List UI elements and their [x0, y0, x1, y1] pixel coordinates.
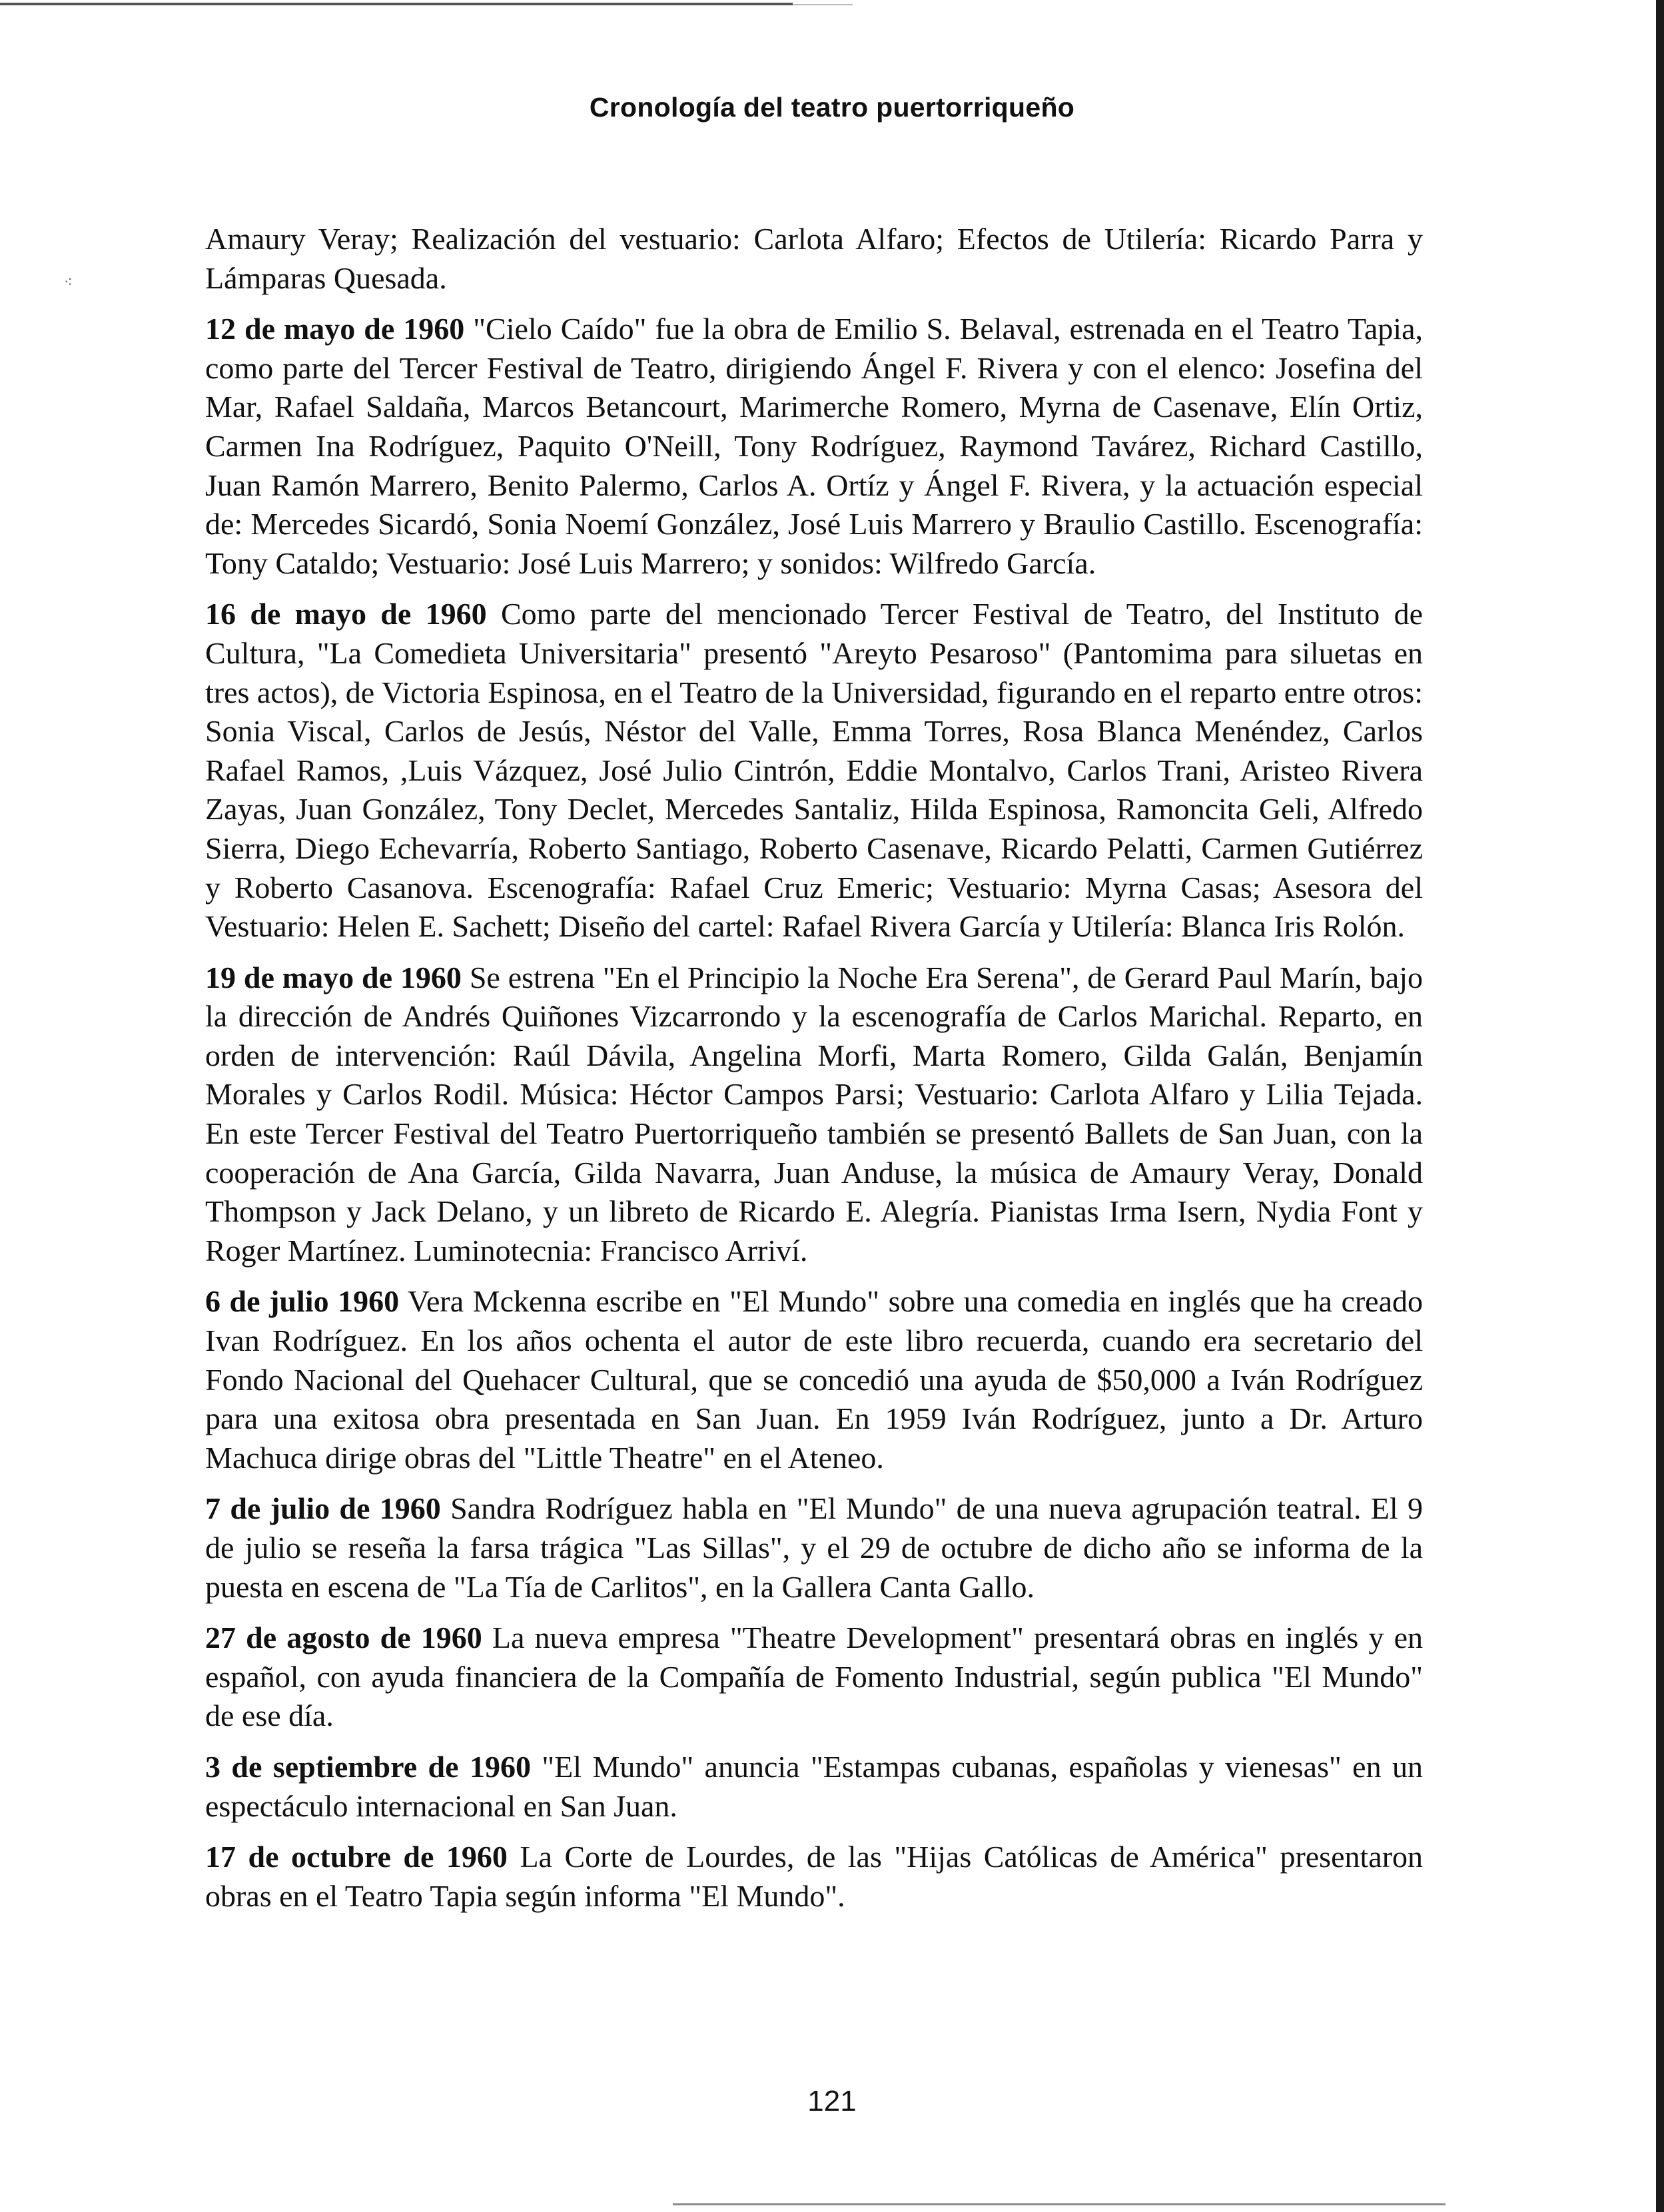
entry-text: "Cielo Caído" fue la obra de Emilio S. Belaval, estrenada en el Teatro Tapia, como parte del Tercer Festival de Teatro, dirigiendo Ángel F. Rivera y con el elenco: Josefina del Mar, Rafael Saldaña, Marcos Betancourt, Marimerche Romero, Myrna de Casenave, Elín Ortiz, Carmen Ina Rodríguez, Paquito O'Neill, Tony Rodríguez, Raymond Tavárez, Richard Castillo, Juan Ramón Marrero, Benito Palermo, Carlos A. Ortíz y Ángel F. Rivera, y la actuación especial de: Mercedes Sicardó, Sonia Noemí González, José Luis Marrero y Braulio Castillo. Escenografía: Tony Cataldo; Vestuario: José Luis Marrero; y sonidos: Wilfredo García. — [205, 312, 1423, 580]
chronology-entry — [205, 595, 1423, 946]
entry-text: La Corte de Lourdes, de las "Hijas Católicas de América" presentaron obras en el Teatro Tapia según informa "El Mundo". — [205, 1840, 1424, 1913]
scan-bottom-rule — [673, 2203, 1446, 2205]
entry-date: 12 de mayo de 1960 — [205, 312, 465, 346]
entry-date: 7 de julio de 1960 — [205, 1491, 441, 1526]
entry-text: Amaury Veray; Realización del vestuario: Carlota Alfaro; Efectos de Utilería: Ricardo Parra y Lámparas Quesada. — [205, 222, 1423, 295]
entry-text: La nueva empresa "Theatre Development" presentará obras en inglés y en español, con ayuda financiera de la Compañía de Fomento Industrial, según publica "El Mundo" de ese día. — [205, 1621, 1423, 1733]
chronology-entry — [205, 1282, 1423, 1477]
entry-date: 16 de mayo de 1960 — [205, 597, 487, 631]
entry-date: 19 de mayo de 1960 — [205, 960, 462, 994]
page-number: 121 — [807, 2085, 857, 2117]
entry-date: 6 de julio 1960 — [205, 1284, 400, 1319]
chronology-entry — [205, 1748, 1423, 1826]
running-header: Cronología del teatro puertorriqueño — [589, 92, 1075, 123]
chronology-entry — [205, 1838, 1423, 1916]
entry-date: 3 de septiembre de 1960 — [205, 1749, 531, 1784]
entry-text: Como parte del mencionado Tercer Festival de Teatro, del Instituto de Cultura, "La Comedieta Universitaria" presentó "Areyto Pesaroso" (Pantomima para siluetas en tres actos), de Victoria Espinosa, en el Teatro de la Universidad, figurando en el reparto entre otros: Sonia Viscal, Carlos de Jesús, Néstor del Valle, Emma Torres, Rosa Blanca Menéndez, Carlos Rafael Ramos, ,Luis Vázquez, José Julio Cintrón, Eddie Montalvo, Carlos Trani, Aristeo Rivera Zayas, Juan González, Tony Declet, Mercedes Santaliz, Hilda Espinosa, Ramoncita Geli, Alfredo Sierra, Diego Echevarría, Roberto Santiago, Roberto Casenave, Ricardo Pelatti, Carmen Gutiérrez y Roberto Casanova. Escenografía: Rafael Cruz Emeric; Vestuario: Myrna Casas; Asesora del Vestuario: Helen E. Sachett; Diseño del cartel: Rafael Rivera García y Utilería: Blanca Iris Rolón. — [205, 597, 1424, 944]
scan-right-edge — [1656, 0, 1664, 2212]
scan-speck: ⁖ — [64, 274, 73, 291]
entry-date: 27 de agosto de 1960 — [205, 1621, 482, 1655]
entry-date: 17 de octubre de 1960 — [205, 1840, 508, 1874]
chronology-entry — [205, 958, 1423, 1271]
chronology-entry — [205, 310, 1423, 583]
chronology-entry — [205, 1489, 1423, 1607]
scan-top-rule-faint — [793, 4, 853, 5]
chronology-entry — [205, 1619, 1423, 1736]
entry-text: Se estrena "En el Principio la Noche Era Serena", de Gerard Paul Marín, bajo la dirección de Andrés Quiñones Vizcarrondo y la escenografía de Carlos Marichal. Reparto, en orden de intervención: Raúl Dávila, Angelina Morfi, Marta Romero, Gilda Galán, Benjamín Morales y Carlos Rodil. Música: Héctor Campos Parsi; Vestuario: Carlota Alfaro y Lilia Tejada. En este Tercer Festival del Teatro Puertorriqueño también se presentó Ballets de San Juan, con la cooperación de Ana García, Gilda Navarra, Juan Anduse, la música de Amaury Veray, Donald Thompson y Jack Delano, y un libreto de Ricardo E. Alegría. Pianistas Irma Isern, Nydia Font y Roger Martínez. Luminotecnia: Francisco Arriví. — [205, 960, 1424, 1268]
entry-text: "El Mundo" anuncia "Estampas cubanas, españolas y vienesas" en un espectáculo internacional en San Juan. — [205, 1749, 1423, 1823]
chronology-entry — [205, 220, 1423, 298]
chronology-body — [205, 220, 1423, 1928]
entry-text: Vera Mckenna escribe en "El Mundo" sobre una comedia en inglés que ha creado Ivan Rodríguez. En los años ochenta el autor de este libro recuerda, cuando era secretario del Fondo Nacional del Quehacer Cultural, que se concedió una ayuda de $50,000 a Iván Rodríguez para una exitosa obra presentada en San Juan. En 1959 Iván Rodríguez, junto a Dr. Arturo Machuca dirige obras del "Little Theatre" en el Ateneo. — [205, 1284, 1424, 1475]
entry-text: Sandra Rodríguez habla en "El Mundo" de una nueva agrupación teatral. El 9 de julio se reseña la farsa trágica "Las Sillas", y el 29 de octubre de dicho año se informa de la puesta en escena de "La Tía de Carlitos", en la Gallera Canta Gallo. — [205, 1491, 1423, 1604]
scan-top-rule — [0, 3, 793, 5]
